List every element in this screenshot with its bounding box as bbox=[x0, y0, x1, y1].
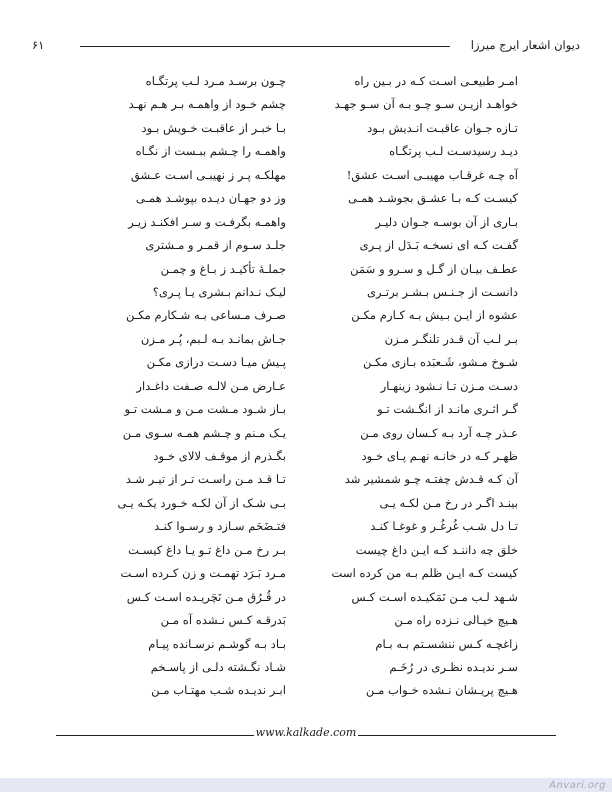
verse-line: مـرد بَـرَد تهمـت و زن کـرده اسـت bbox=[120, 566, 286, 581]
verse-line: عشوه از ایـن بـیش بـه کـارم مکـن bbox=[351, 308, 518, 323]
watermark-bar bbox=[0, 778, 612, 792]
verse-line: در قُـرُق مـن نَچَریـده اسـت کـس bbox=[126, 589, 286, 604]
verse-line: بَدرقـه کـس نـشده آه مـن bbox=[160, 613, 286, 628]
verse-line: بـاز شـود مـشت مـن و مـشت تـو bbox=[124, 402, 286, 417]
verse-line: بـاد بـه گوشـم نرسـانده پیـام bbox=[148, 636, 286, 651]
verse-line: وز دو جهـان دیـده بپوشـد همـی bbox=[135, 191, 286, 206]
verse-line: فتـضَحَم سـازد و رسـوا کنـد bbox=[154, 519, 286, 534]
watermark-text: Anvari.org bbox=[549, 780, 606, 791]
verse-line: کیست کـه ایـن ظلم بـه من کرده است bbox=[331, 566, 518, 581]
poem-column-right bbox=[318, 70, 518, 703]
verse-line: تـا دل شـب غُرغُـر و غوغـا کنـد bbox=[370, 519, 518, 534]
verse-line: واهمـه بگرفـت و سـر افکنـد زیـر bbox=[128, 214, 286, 229]
verse-line: عـارض مـن لالـه صـفت داغـدار bbox=[136, 378, 286, 393]
verse-line: آه چـه غرقـاب مهیبـی اسـت عشق! bbox=[346, 167, 518, 182]
verse-line: بـاری از آن بوسـه جـوان دلیـر bbox=[375, 214, 518, 229]
verse-line: ظهـر کـه در خانـه نهـم پـای خـود bbox=[361, 449, 518, 463]
verse-line: بـر لـب آن قـدر تلنگـر مـزن bbox=[384, 331, 518, 346]
verse-line: لیـک نـدانم بـشری یـا پـری؟ bbox=[152, 284, 286, 299]
verse-line: آن کـه قـدش چفتـه چـو شمشیر شد bbox=[344, 472, 518, 487]
book-title: دیوان اشعار ایرج میرزا bbox=[470, 38, 580, 52]
verse-line: صـرف مـساعی بـه شـکارم مکـن bbox=[126, 308, 286, 323]
poem-body bbox=[0, 70, 612, 710]
verse-line: بینـد اگـر در رخ مـن لکـه یـی bbox=[379, 495, 518, 510]
footer-rule-right bbox=[358, 735, 556, 736]
verse-line: شـهد لـب مـن نَمَکیـده اسـت کـس bbox=[351, 589, 518, 604]
verse-line: دیـد رسیدسـت لـب پرتگـاه bbox=[389, 144, 518, 159]
page-header bbox=[32, 36, 580, 56]
verse-line: بـی شـک از آن لکـه خـورد یکـه یـی bbox=[117, 495, 286, 510]
verse-line: خواهـد ازیـن سـو چـو بـه آن سـو جهـد bbox=[334, 97, 518, 112]
verse-line: تـازه جـوان عاقبـت انـدیش بـود bbox=[367, 120, 518, 135]
verse-line: زاغچـه کـس ننشسـتم بـه بـام bbox=[375, 636, 518, 651]
page-number: ۶۱ bbox=[32, 38, 45, 52]
verse-line: تـا قـد مـن راسـت تـر از تیـر شـد bbox=[125, 472, 286, 487]
verse-line: جلـد سـوم از قمـر و مـشتری bbox=[145, 238, 286, 253]
verse-line: دانسـت از جـنـس بـشـر برتـری bbox=[366, 284, 518, 299]
verse-line: سـر ندیـده نظـری در رُخَـم bbox=[389, 659, 518, 674]
verse-line: یـک مـنم و چـشم همـه سـوی مـن bbox=[122, 425, 286, 440]
verse-line: هـیچ پریـشان نـشده خـواب مـن bbox=[365, 683, 518, 698]
verse-line: بـا خبـر از عاقبـت خـویش بـود bbox=[141, 120, 286, 135]
verse-line: پـیش میـا دسـت درازی مکـن bbox=[146, 355, 286, 370]
verse-line: گـر اثـری مانـد از انگـشت تـو bbox=[377, 402, 518, 417]
verse-line: واهمـه را چـشم ببـست از نگـاه bbox=[135, 144, 286, 159]
verse-line: ابـر ندیـده شـب مهتـاب مـن bbox=[151, 683, 286, 698]
page-footer bbox=[56, 726, 556, 742]
verse-line: جـاش بمانـد بـه لـبم، پُـر مـزن bbox=[140, 331, 286, 346]
header-rule bbox=[80, 46, 450, 47]
verse-line: کیسـت کـه بـا عشـق بجوشـد همـی bbox=[348, 191, 518, 206]
verse-line: چشم خـود از واهمـه بـر هـم نهـد bbox=[128, 97, 286, 112]
verse-line: گفـت کـه ای نسخـه بَـدَل از پـری bbox=[359, 238, 518, 253]
verse-line: عـذر چـه آرد بـه کـسان روی مـن bbox=[360, 425, 518, 440]
verse-line: مهلکـه پـر ز نهیبـی اسـت عـشق bbox=[130, 167, 286, 182]
verse-line: دسـت مـزن تـا نـشود زینهـار bbox=[380, 378, 518, 393]
verse-line: هـیچ خیـالی نـزده راه مـن bbox=[394, 613, 518, 628]
verse-line: بگـذرم از موقـف لالای خـود bbox=[153, 449, 286, 463]
poem-column-left bbox=[66, 70, 286, 703]
verse-line: چـون برسـد مـرد لـب پرتگـاه bbox=[145, 74, 286, 88]
verse-line: امـر طبیعـی اسـت کـه در بـین راه bbox=[354, 74, 518, 88]
verse-line: بـر رخ مـن داغ تـو یـا داغ کیسـت bbox=[128, 542, 286, 557]
verse-line: خلق چه داننـد کـه ایـن داغ چیست bbox=[355, 542, 518, 557]
verse-line: شـاد نگـشته دلـی از پاسـخم bbox=[150, 659, 286, 674]
verse-line: جملـهٔ تأکیـد ز بـاغ و چمـن bbox=[160, 261, 286, 276]
verse-line: عطـف بیـان از گـل و سـرو و سَمَن bbox=[350, 261, 518, 276]
footer-website: www.kalkade.com bbox=[255, 726, 357, 739]
verse-line: شـوخ مـشو، شَـعبَده بـازی مکـن bbox=[362, 355, 518, 370]
